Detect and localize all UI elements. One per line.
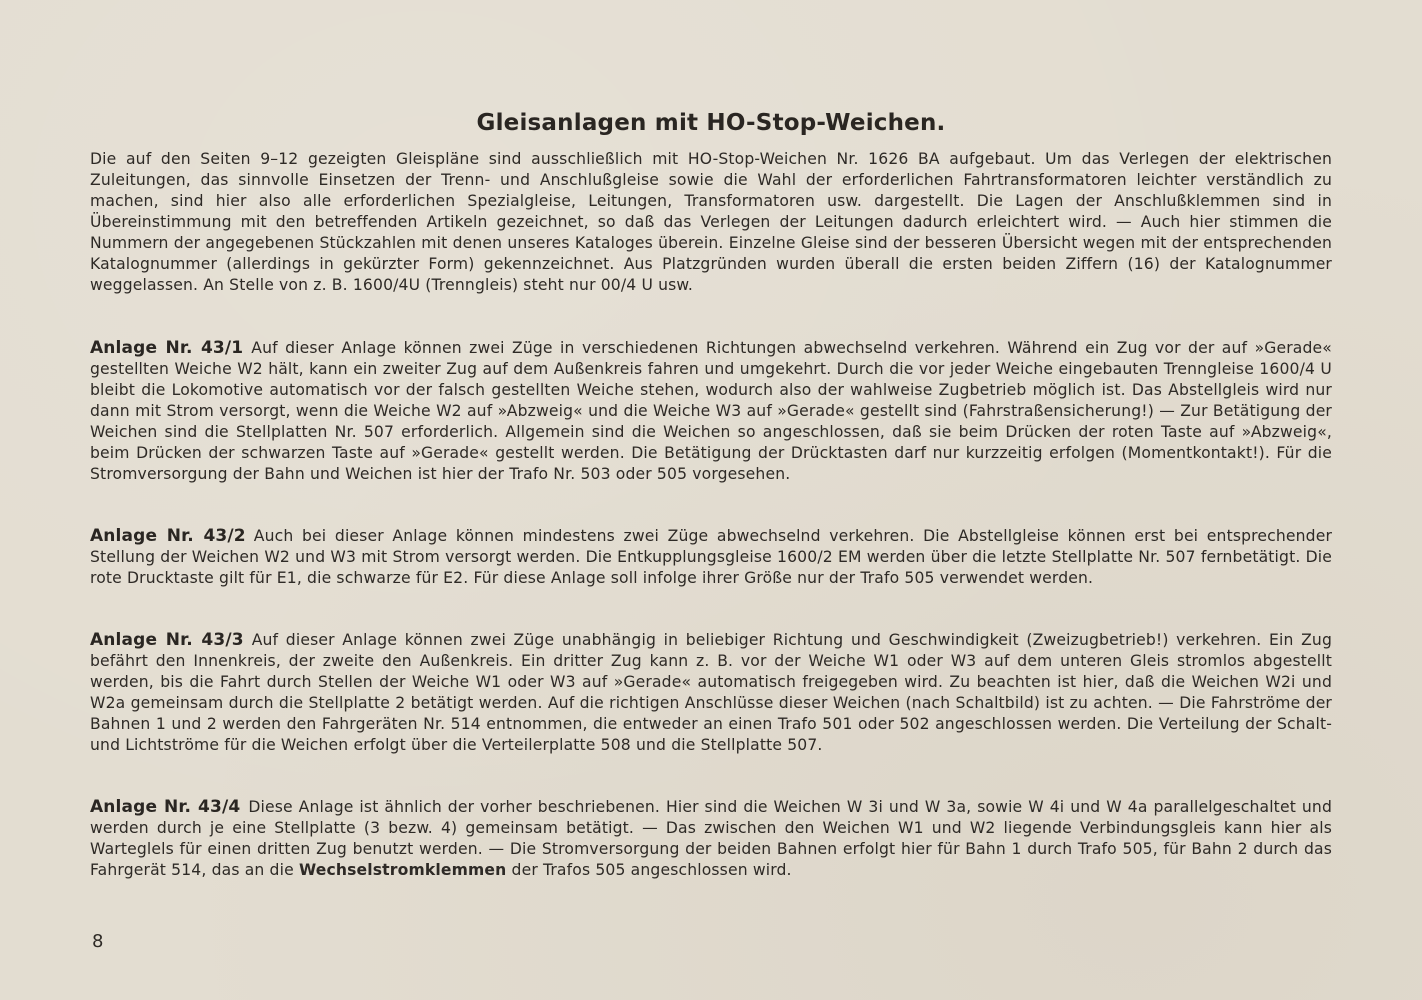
section-anlage-43-1 — [90, 338, 1332, 485]
section-text: Auf dieser Anlage können zwei Züge in verschiedenen Richtungen abwechselnd verkehren. Während ein Zug vor der auf »Gerade« gestellten Weiche W2 hält, kann ein zweiter Zug auf dem Außenkreis fahren und umgekehrt. Durch die vor jeder Weiche eingebauten Trenngleise 1600/4 U bleibt die Lokomotive automatisch vor der falsch gestellten Weiche stehen, wodurch also der wahlweise Zugbetrieb möglich ist. Das Abstellgleis wird nur dann mit Strom versorgt, wenn die Weiche W2 auf »Abzweig« und die Weiche W3 auf »Gerade« gestellt sind (Fahrstraßensicherung!) — Zur Betätigung der Weichen sind die Stellplatten Nr. 507 erforderlich. Allgemein sind die Weichen so angeschlossen, daß sie beim Drücken der roten Taste auf »Abzweig«, beim Drücken der schwarzen Taste auf »Gerade« gestellt werden. Die Betätigung der Drücktasten darf nur kurzzeitig erfolgen (Momentkontakt!). Für die Stromversorgung der Bahn und Weichen ist hier der Trafo Nr. 503 oder 505 vorgesehen. — [90, 339, 1332, 483]
section-text: Auf dieser Anlage können zwei Züge unabhängig in beliebiger Richtung und Geschwindigkeit (Zweizugbetrieb!) verkehren. Ein Zug befährt den Innenkreis, der zweite den Außenkreis. Ein dritter Zug kann z. B. vor der Weiche W1 oder W3 auf dem unteren Gleis stromlos abgestellt werden, bis die Fahrt durch Stellen der Weiche W1 oder W3 auf »Gerade« automatisch freigegeben wird. Zu beachten ist hier, daß die Weichen W2i und W2a gemeinsam durch die Stellplatte 2 betätigt werden. Auf die richtigen Anschlüsse dieser Weichen (nach Schaltbild) ist zu achten. — Die Fahrströme der Bahnen 1 und 2 werden den Fahrgeräten Nr. 514 entnommen, die entweder an einen Trafo 501 oder 502 angeschlossen werden. Die Verteilung der Schalt- und Lichtströme für die Weichen erfolgt über die Verteilerplatte 508 und die Stellplatte 507. — [90, 631, 1332, 754]
intro-paragraph: Die auf den Seiten 9–12 gezeigten Gleispläne sind ausschließlich mit HO-Stop-Weichen Nr. 1626 BA aufgebaut. Um das Verlegen der elektrischen Zuleitungen, das sinnvolle Einsetzen der Trenn- und Anschlußgleise sowie die Wahl der erforderlichen Fahrtransformatoren leichter verständlich zu machen, sind hier also alle erforderlichen Spezialgleise, Leitungen, Transformatoren usw. dargestellt. Die Lagen der Anschlußklemmen sind in Übereinstimmung mit den betreffenden Artikeln gezeichnet, so daß das Verlegen der Leitungen dadurch erleichtert wird. — Auch hier stimmen die Nummern der angegebenen Stückzahlen mit denen unseres Kataloges überein. Einzelne Gleise sind der besseren Übersicht wegen mit der entsprechenden Katalognummer (allerdings in gekürzter Form) gekennzeichnet. Aus Platzgründen wurden überall die ersten beiden Ziffern (16) der Katalognummer weggelassen. An Stelle von z. B. 1600/4U (Trenngleis) steht nur 00/4 U usw. — [90, 150, 1332, 294]
section-label: Anlage Nr. 43/1 — [90, 338, 244, 358]
page-number: 8 — [92, 931, 104, 952]
section-text: Auch bei dieser Anlage können mindestens zwei Züge abwechselnd verkehren. Die Abstellgleise können erst bei entsprechender Stellung der Weichen W2 und W3 mit Strom versorgt werden. Die Entkupplungsgleise 1600/2 EM werden über die letzte Stellplatte Nr. 507 fernbetätigt. Die rote Drucktaste gilt für E1, die schwarze für E2. Für diese Anlage soll infolge ihrer Größe nur der Trafo 505 verwendet werden. — [90, 527, 1333, 587]
section-anlage-43-2 — [90, 526, 1332, 589]
section-text-end: der Trafos 505 angeschlossen wird. — [511, 861, 792, 879]
section-label: Anlage Nr. 43/4 — [90, 797, 241, 817]
section-label: Anlage Nr. 43/2 — [90, 526, 246, 546]
section-label: Anlage Nr. 43/3 — [90, 630, 244, 650]
section-anlage-43-4 — [90, 797, 1332, 881]
section-anlage-43-3 — [90, 630, 1332, 756]
page-title: Gleisanlagen mit HO-Stop-Weichen. — [476, 110, 946, 136]
section-text: Diese Anlage ist ähnlich der vorher beschriebenen. Hier sind die Weichen W 3i und W 3a, sowie W 4i und W 4a parallelgeschaltet und werden durch je eine Stellplatte (3 bezw. 4) gemeinsam betätigt. — Das zwischen den Weichen W1 und W2 liegende Verbindungsgleis kann hier als Warteglels für einen dritten Zug benutzt werden. — Die Stromversorgung der beiden Bahnen erfolgt hier für Bahn 1 durch Trafo 505, für Bahn 2 durch das Fahrgerät 514, das an die — [90, 798, 1332, 879]
section-text-bold: Wechselstromklemmen — [298, 861, 507, 879]
